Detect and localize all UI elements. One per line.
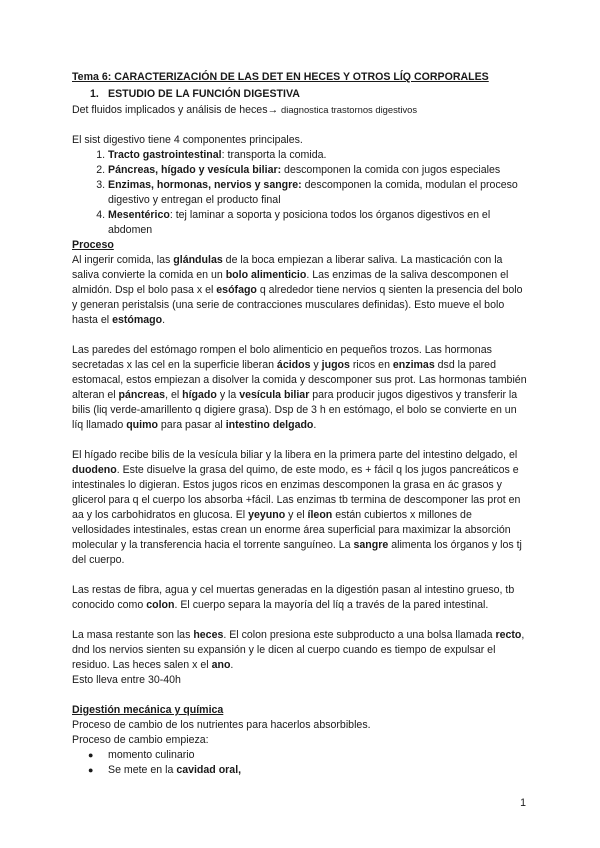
paragraph — [72, 583, 530, 613]
paragraph — [72, 343, 530, 433]
page-title: Tema 6: CARACTERIZACIÓN DE LAS DET EN HECES Y OTROS LÍQ CORPORALES — [72, 71, 489, 83]
spacer — [72, 328, 530, 343]
bold-term: ácidos — [276, 359, 311, 371]
section-title: ESTUDIO DE LA FUNCIÓN DIGESTIVA — [108, 88, 300, 100]
bold-term: vesícula biliar — [239, 389, 310, 401]
paragraph — [72, 253, 530, 328]
intro-line — [72, 102, 530, 118]
paragraph — [72, 448, 530, 568]
text-run: para pasar al — [157, 419, 226, 431]
proceso-heading: Proceso — [72, 239, 114, 251]
bold-term: duodeno — [72, 464, 117, 476]
spacer — [72, 433, 530, 448]
text-run: Las paredes del estómago rompen el bolo alimenticio en pequeños trozos. Las hormonas secretadas x las cel en la superficie liberan — [72, 344, 492, 371]
components-list — [72, 148, 530, 238]
text-run: . — [162, 314, 166, 326]
component-name: Tracto gastrointestinal — [108, 149, 222, 161]
bold-term: recto — [495, 629, 522, 641]
component-name: Mesentérico — [108, 209, 170, 221]
bold-term: íleon — [307, 509, 333, 521]
bullet-text — [108, 764, 241, 776]
spacer — [72, 118, 530, 133]
intro-lead: Det fluidos implicados y análisis de heces→ — [72, 104, 282, 116]
digestion-line: Proceso de cambio de los nutrientes para hacerlos absorbibles. — [72, 719, 371, 731]
spacer — [72, 568, 530, 583]
text-run: . Este disuelve la grasa del quimo, de este modo, es + fácil q los jugos pancreáticos e intestinales lo digieran. Estos jugos ricos en enzimas descomponen la grasa en ác grasos y glicerol para q el cuerpo los absorba +fácil. Las enzimas tb termina de descomponer las prot en aa y los carbohidratos en glucosa. El — [72, 464, 521, 521]
list-item — [108, 148, 530, 163]
text-run: Al ingerir comida, las — [72, 254, 174, 266]
text-run: , el — [165, 389, 183, 401]
list-item — [108, 178, 530, 208]
spacer — [72, 688, 530, 703]
bold-term: estómago — [112, 314, 163, 326]
page-number: 1 — [520, 797, 526, 809]
bold-term: enzimas — [392, 359, 435, 371]
bold-term: esófago — [216, 284, 257, 296]
text-run: La masa restante son las — [72, 629, 194, 641]
text-run: Se mete en la — [108, 764, 177, 776]
text-run: alimenta los órganos y los tj del cuerpo. — [72, 539, 522, 566]
bold-term: heces — [193, 629, 224, 641]
bullet-text — [108, 749, 195, 761]
duration-line: Esto lleva entre 30-40h — [72, 674, 181, 686]
text-run: . Las enzimas de la saliva descomponen el almidón. Dsp el bolo pasa x el — [72, 269, 509, 296]
text-run: . El cuerpo separa la mayoría del líq a través de la pared intestinal. — [174, 599, 489, 611]
bold-term: quimo — [126, 419, 158, 431]
text-run: de la boca empiezan a liberar saliva. La masticación con la saliva convierte la comida en un — [72, 254, 503, 281]
text-run: dsd la pared estomacal, estos empiezan a disolver la comida y descomponer sus prot. Las hormonas también alteran el — [72, 359, 527, 401]
bold-term: ano — [211, 659, 231, 671]
bold-term: sangre — [353, 539, 389, 551]
component-desc: descomponen la comida, modulan el proceso digestivo y entregan el producto final — [108, 179, 518, 206]
bold-term: intestino delgado — [225, 419, 314, 431]
section-heading — [72, 87, 530, 102]
document-page — [72, 70, 530, 778]
text-run: ricos en — [349, 359, 393, 371]
bold-term: glándulas — [173, 254, 223, 266]
component-name: Enzimas, hormonas, nervios y sangre: — [108, 179, 302, 191]
text-run: , dnd los nervios sienten su expansión y le dicen al cuerpo cuando es tiempo de expulsar el residuo. Las heces salen x el — [72, 629, 525, 671]
section-number: 1. — [90, 88, 99, 100]
bold-term: jugos — [321, 359, 350, 371]
text-run: para producir jugos digestivos y transferir la bilis (liq verde-amarillento q digiere grasa). Dsp de 3 h en estómago, el bolo se convierte en un líq llamado — [72, 389, 518, 431]
component-desc: : transporta la comida. — [221, 149, 327, 161]
list-item — [108, 208, 530, 238]
bold-term: bolo alimenticio — [225, 269, 307, 281]
bold-term: yeyuno — [248, 509, 286, 521]
digestion-bullets — [72, 748, 530, 778]
text-run: . El colon presiona este subproducto a una bolsa llamada — [223, 629, 496, 641]
text-run: El hígado recibe bilis de la vesícula biliar y la libera en la primera parte del intestino delgado, el — [72, 449, 518, 461]
text-run: están cubiertos x millones de vellosidades intestinales, estas crean un enorme área superficial para maximizar la absorción molecular y la transferencia hacia el torrente sanguíneo. La — [72, 509, 511, 551]
digestion-line: Proceso de cambio empieza: — [72, 734, 209, 746]
spacer — [72, 613, 530, 628]
text-run: y el — [285, 509, 308, 521]
bold-term: cavidad oral, — [176, 764, 242, 776]
list-item — [88, 763, 530, 778]
text-run: y la — [216, 389, 240, 401]
text-run: momento culinario — [108, 749, 195, 761]
bold-term: colon — [146, 599, 175, 611]
component-name: Páncreas, hígado y vesícula biliar: — [108, 164, 282, 176]
text-run: . — [313, 419, 317, 431]
component-desc: descomponen la comida con jugos especiales — [281, 164, 501, 176]
bullet-icon: ● — [88, 765, 94, 775]
text-run: Las restas de fibra, agua y cel muertas generadas en la digestión pasan al intestino grueso, tb conocido como — [72, 584, 515, 611]
intro-lead-small: diagnostica trastornos digestivos — [281, 104, 418, 115]
bold-term: hígado — [182, 389, 217, 401]
text-run: y — [310, 359, 322, 371]
digestion-heading: Digestión mecánica y química — [72, 704, 224, 716]
list-item — [108, 163, 530, 178]
bullet-icon: ● — [88, 750, 94, 760]
components-intro: El sist digestivo tiene 4 componentes principales. — [72, 134, 303, 146]
text-run: q alrededor tiene nervios q sienten la presencia del bolo y generan peristalsis (una serie de contracciones musculares definidas). Esto mueve el bolo hasta el — [72, 284, 523, 326]
list-item — [88, 748, 530, 763]
component-desc: : tej laminar a soporta y posiciona todos los órganos digestivos en el abdomen — [108, 209, 491, 236]
bold-term: páncreas — [118, 389, 166, 401]
text-run: . — [230, 659, 234, 671]
paragraph — [72, 628, 530, 673]
